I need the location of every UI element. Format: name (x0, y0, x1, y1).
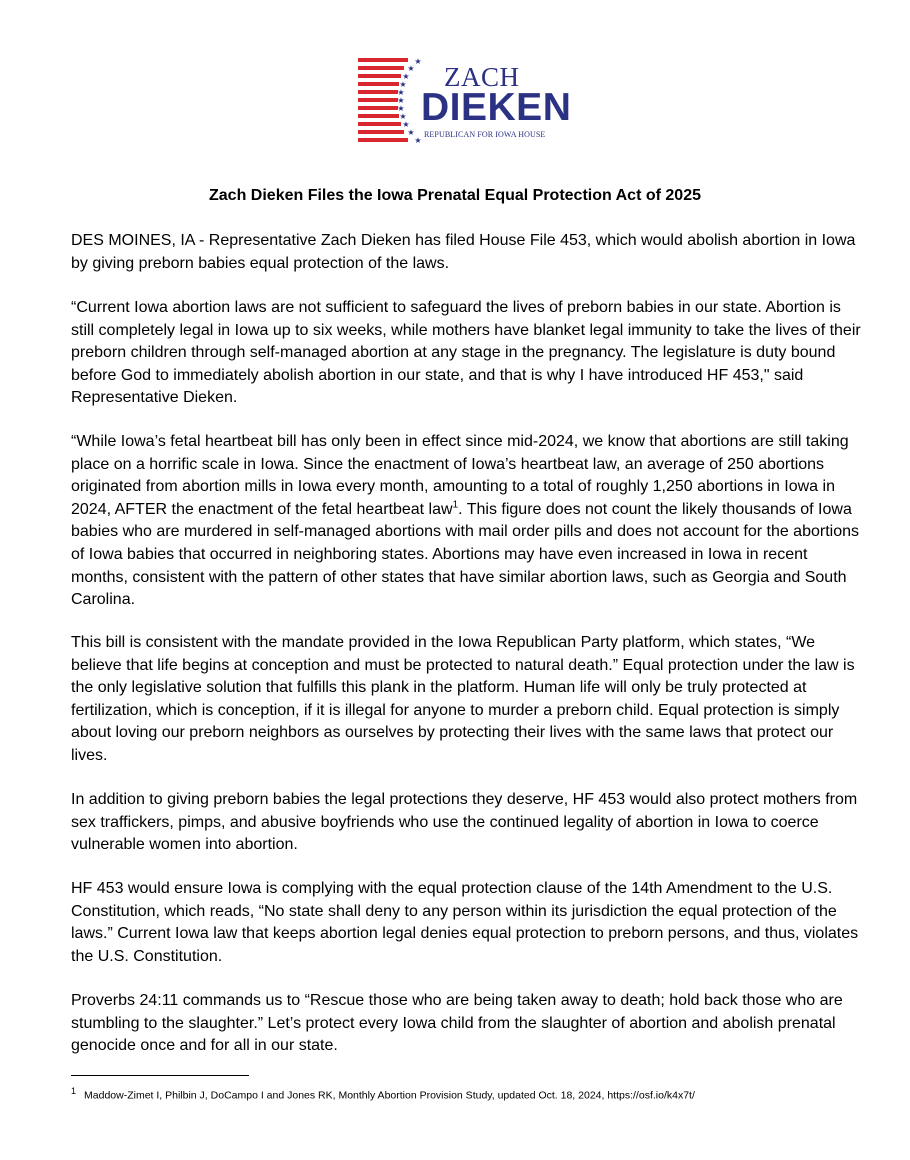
paragraph-quote-heartbeat-law (71, 431, 861, 612)
paragraph-heartbeat-text-a: “While Iowa’s fetal heartbeat bill has only been in effect since mid-2024, we know that abortions are still taking place on a horrific scale in Iowa. Since the enactment of Iowa’s heartbeat law, an average of 250 abortions originated from abortion mills in Iowa every month, amounting to a total of roughly 1,250 abortions in Iowa in 2024, AFTER the enactment of the fetal heartbeat law (71, 433, 849, 518)
logo-first-name: ZACH (444, 62, 520, 92)
paragraph-equal-protection-clause: HF 453 would ensure Iowa is complying with the equal protection clause of the 14th Amendment to the U.S. Constitution, which reads, “No state shall deny to any person within its jurisdiction the equal protection of the laws.” Current Iowa law that keeps abortion legal denies equal protection to preborn persons, and thus, violates the U.S. Constitution. (71, 880, 859, 965)
paragraph-platform: This bill is consistent with the mandate provided in the Iowa Republican Party platform, which states, “We believe that life begins at conception and must be protected to natural death.” Equal protection under the law is the only legislative solution that fulfills this plank in the platform. Human life will only be truly protected at fertilization, which is conception, if it is illegal for anyone to murder a preborn child. Equal protection is simply about loving our preborn neighbors as ourselves by protecting their lives with the same laws that protect our lives. (71, 634, 855, 764)
svg-text:★: ★ (399, 112, 407, 121)
press-release-title: Zach Dieken Files the Iowa Prenatal Equal Protection Act of 2025 (209, 187, 701, 204)
svg-text:★: ★ (414, 136, 422, 145)
svg-text:★: ★ (402, 120, 410, 129)
paragraph-proverbs: Proverbs 24:11 commands us to “Rescue those who are being taken away to death; hold back those who are stumbling to the slaughter.” Let’s protect every Iowa child from the slaughter of abortion and abolish prenatal genocide once and for all in our state. (71, 992, 843, 1055)
svg-text:★: ★ (397, 96, 405, 105)
svg-text:★: ★ (399, 80, 407, 89)
paragraph-heartbeat-text-b: . This figure does not count the likely thousands of Iowa babies who are murdered in self-managed abortions with mail order pills and does not account for the abortions of Iowa babies that occurred in neighboring states. Abortions may have even increased in Iowa in recent months, consistent with the pattern of other states that have similar abortion laws, such as Georgia and South Carolina. (71, 500, 859, 609)
footnote-text: Maddow-Zimet I, Philbin J, DoCampo I and Jones RK, Monthly Abortion Provision Study, updated Oct. 18, 2024, https://osf.io/k4x7t/ (84, 1089, 695, 1102)
footnote-reference: 1 (452, 499, 459, 511)
footnote-divider (71, 1075, 249, 1076)
svg-text:★: ★ (407, 128, 415, 137)
logo-last-name: DIEKEN (421, 86, 572, 129)
svg-text:★: ★ (414, 57, 422, 66)
footnote-mark: 1 (71, 1086, 77, 1096)
paragraph-dateline: DES MOINES, IA - Representative Zach Dieken has filed House File 453, which would abolish abortion in Iowa by giving preborn babies equal protection of the laws. (71, 232, 856, 272)
footnote (71, 1084, 861, 1103)
svg-text:★: ★ (407, 64, 415, 73)
svg-text:★: ★ (397, 88, 405, 97)
paragraph-legal-protections: In addition to giving preborn babies the legal protections they deserve, HF 453 would also protect mothers from sex traffickers, pimps, and abusive boyfriends who use the continued legality of abortion in Iowa to coerce vulnerable women into abortion. (71, 791, 858, 854)
logo-tagline: REPUBLICAN FOR IOWA HOUSE (424, 130, 546, 139)
campaign-logo (356, 56, 572, 152)
paragraph-quote-current-laws: “Current Iowa abortion laws are not sufficient to safeguard the lives of preborn babies in our state. Abortion is still completely legal in Iowa up to six weeks, while mothers have blanket legal immunity to take the lives of their preborn children through self-managed abortion at any stage in the pregnancy. The legislature is duty bound before God to immediately abolish abortion in our state, and that is why I have introduced HF 453," said Representative Dieken. (71, 299, 861, 407)
svg-text:★: ★ (397, 104, 405, 113)
svg-text:★: ★ (402, 72, 410, 81)
